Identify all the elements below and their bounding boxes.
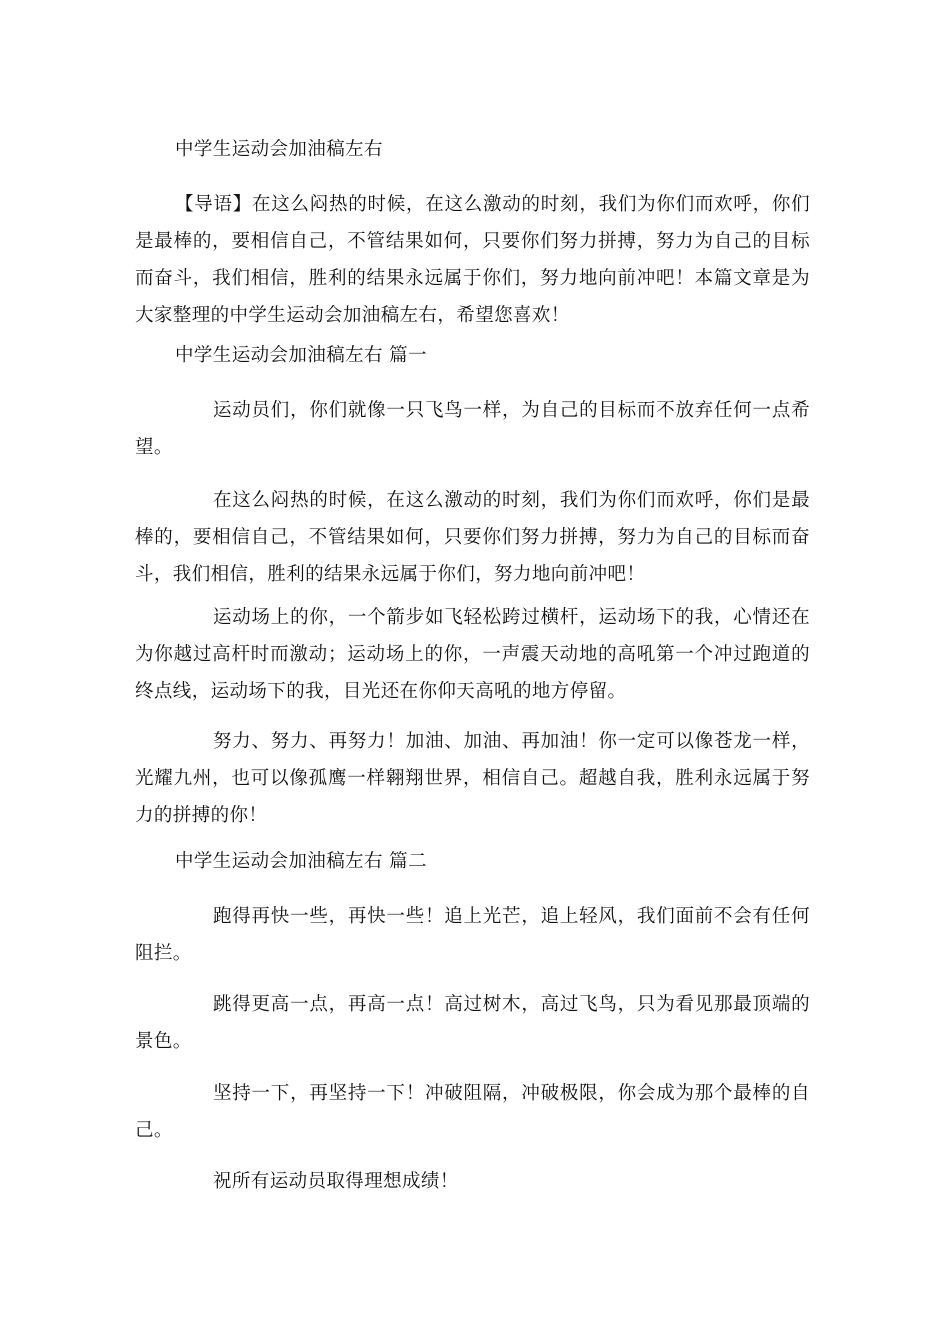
- section-1-paragraph-2: 在这么闷热的时候，在这么激动的时刻，我们为你们而欢呼，你们是最棒的，要相信自己，不管结果如何，只要你们努力拼搏，努力为自己的目标而奋斗，我们相信，胜利的结果永远属于你们，努力地向前冲吧！: [135, 490, 810, 585]
- section-1-paragraph-3: 运动场上的你，一个箭步如飞轻松跨过横杆，运动场下的我，心情还在为你越过高杆时而激动；运动场上的你，一声震天动地的高吼第一个冲过跑道的终点线，运动场下的我，目光还在你仰天高吼的地方停留。: [135, 607, 810, 702]
- section-2-paragraph-3: 坚持一下，再坚持一下！冲破阻隔，冲破极限，你会成为那个最棒的自己。: [135, 1083, 810, 1141]
- section-1-paragraph-1: 运动员们，你们就像一只飞鸟一样，为自己的目标而不放弃任何一点希望。: [135, 400, 810, 458]
- section-2-paragraph-1: 跑得再快一些，再快一些！追上光芒，追上轻风，我们面前不会有任何阻拦。: [135, 906, 810, 964]
- section-1-heading: 中学生运动会加油稿左右 篇一: [175, 345, 427, 366]
- section-2-heading: 中学生运动会加油稿左右 篇二: [175, 851, 427, 872]
- document-title: 中学生运动会加油稿左右: [175, 139, 383, 160]
- intro-paragraph: 【导语】在这么闷热的时候，在这么激动的时刻，我们为你们而欢呼，你们是最棒的，要相信自己，不管结果如何，只要你们努力拼搏，努力为自己的目标而奋斗，我们相信，胜利的结果永远属于你们，努力地向前冲吧！本篇文章是为大家整理的中学生运动会加油稿左右，希望您喜欢！: [135, 194, 810, 326]
- section-2-paragraph-2: 跳得更高一点，再高一点！高过树木，高过飞鸟，只为看见那最顶端的景色。: [135, 994, 810, 1052]
- section-1-paragraph-4: 努力、努力、再努力！加油、加油、再加油！你一定可以像苍龙一样，光耀九州，也可以像孤鹰一样翱翔世界，相信自己。超越自我，胜利永远属于努力的拼搏的你！: [135, 731, 810, 826]
- section-2-paragraph-4: 祝所有运动员取得理想成绩！: [213, 1171, 459, 1192]
